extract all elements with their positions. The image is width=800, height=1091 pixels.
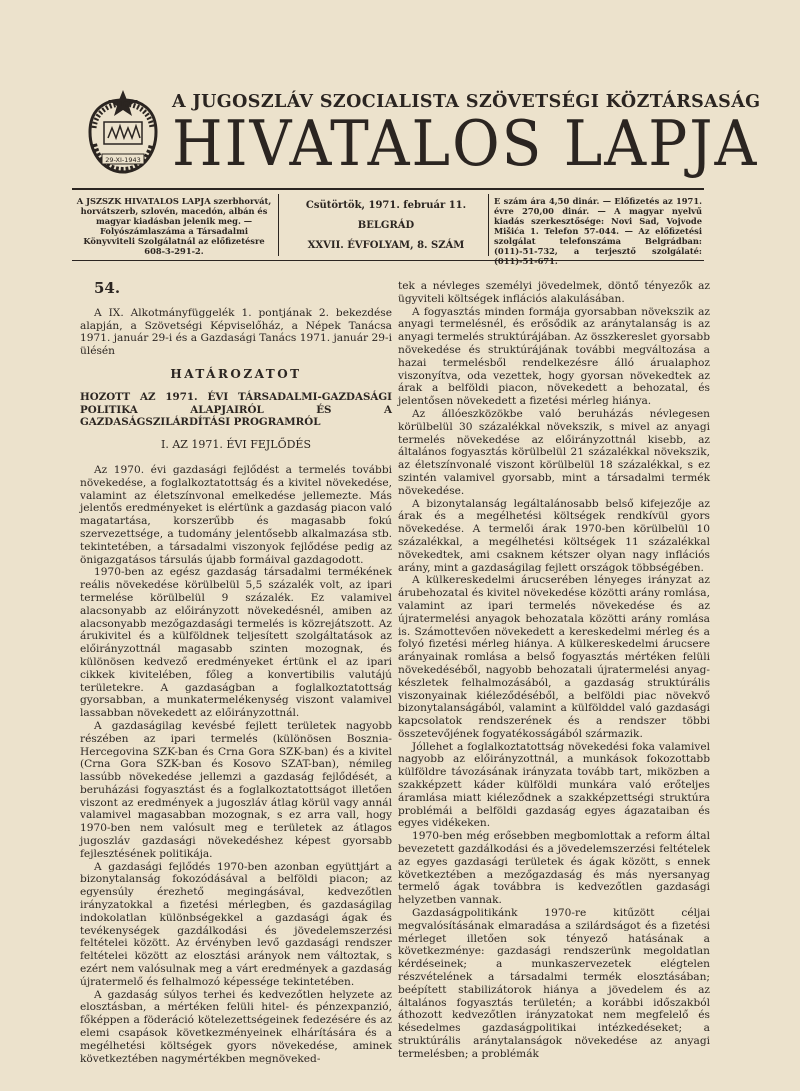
publication-info: A JSZSZK HIVATALOS LAPJA szerbhorvát, horvátszerb, szlovén, macedón, albán és magyar kiadásban jelenik meg. — Folyószámlaszáma a Társadalmi Könyvviteli Szolgálatnál az előfizetésre 608-3-291-2. [76, 196, 272, 256]
paragraph: Az állóeszközökbe való beruházás névlegesen körülbelül 30 százalékkal növekszik, s mivel az anyagi termelés növekedése az előirányzottnál kisebb, az általános fogyasztás körülbelül 21 százalékkal növekszik, az életszínvonalé viszont körülbelül 18 százalékkal, s ez szintén valamivel gyorsabb, mint a társadalmi termék növekedése. [398, 407, 710, 497]
emblem-dates: 29-XI-1943 [105, 156, 141, 164]
republic-name: A JUGOSZLÁV SZOCIALISTA SZÖVETSÉGI KÖZTÁRSASÁG [172, 92, 761, 112]
paragraph: 1970-ben még erősebben megbomlottak a reform által bevezetett gazdálkodási és a jövedelemszerzési feltételek az egyes gazdasági területek és ágak között, s ennek következtében a mezőgazdaság és más nyersanyag termelő ágak továbbra is kedvezőtlen gazdasági helyzetben vannak. [398, 830, 710, 907]
paragraph: A gazdaság súlyos terhei és kedvezőtlen helyzete az elosztásban, a mértéken felüli hitel- és pénzexpanzió, főképpen a föderáció kötelezettségeinek fedezésére és az elemi csapások következményeinek elhárítására és a megélhetési költségek gyors növekedése, aminek következtében nagymértékben megnöveked- [80, 988, 392, 1065]
paragraph: A gazdasági fejlődés 1970-ben azonban együttjárt a bizonytalanság fokozódásával a belföldi piacon; az egyensúly érezhető megingásával, kedvezőtlen irányzatokkal a fizetési mérlegben, és gazdaságilag indokolatlan különbségekkel a gazdasági ágak és tevékenységek gazdálkodási és jövedelemszerzési feltételei között. Az érvényben levő gazdasági rendszer feltételei között az elosztási arányok nem változtak, s ezért nem valósulnak meg a várt eredmények a gazdaság újratermelő és felhalmozó képessége tekintetében. [80, 860, 392, 988]
decision-title: HATÁROZATOT [170, 366, 302, 381]
paragraph: A fogyasztás minden formája gyorsabban növekszik az anyagi termelésnél, és erősődik az aránytalanság is az anyagi termelés struktúrájában. Az összkereslet gyorsabb növekedése és struktúrájának további megváltozása a hazai termelésből rendelkezésre álló árualaphoz viszonyítva, oda vezettek, hogy gyorsan növekedtek az árak a belföldi piacon, növekedett a behozatal, és jelentősen növekedett a fizetési mérleg hiánya. [398, 305, 710, 408]
subscription-info: E szám ára 4,50 dinár. — Előfizetés az 1971. évre 270,00 dinár. — A magyar nyelvű kiadás szerkesztősége: Novi Sad, Vojvode Mišića 1. Telefon 57-044. — Az előfizetési szolgálat telefonszáma Belgrádban: (011)-51-732, a terjesztő szolgálaté: (011)-51-671. [494, 196, 702, 266]
paragraph: Gazdaságpolitikánk 1970-re kitűzött céljai megvalósításának elmaradása a szilárdságot és a fizetési mérleget illetően sok tényező hatásának a következménye: gazdasági rendszerünk megoldatlan kérdéseinek; a munkaszervezetek elégtelen részvételének a társadalmi termék elosztásában; beépített stabilizátorok hiánya a jövedelem és az általános fogyasztás területén; a korábbi időszakból áthozott kedvezőtlen irányzatokat nem megfelelő és késedelmes gazdaságpolitikai intézkedéseket; a struktúrális aránytalanságok növekedése az anyagi termelésben; a problémák [398, 907, 710, 1060]
paragraph: A bizonytalanság legáltalánosabb belső kifejezője az árak és a megélhetési költségek rendkívül gyors növekedése. A termelői árak 1970-ben körülbelül 10 százalékkal, a megélhetési költségek 11 százalékkal növekedtek, ami csaknem kétszer olyan nagy inflációs arány, mint a gazdaságilag fejlett országok többségében. [398, 497, 710, 574]
paragraph: A gazdaságilag kevésbé fejlett területek nagyobb részében az ipari termelés (különösen Bosznia-Hercegovina SZK-ban és Crna Gora SZK-ban) és a kivitel (Crna Gora SZK-ban és Kosovo SZAT-ban), némileg lassúbb növekedése jellemzi a gazdaság fejlődését, a beruházási fogyasztást és a foglalkoztatottságot illetően viszont az eredmények a jugoszláv átlag körül vagy annál valamivel magasabban mozognak, s ez arra vall, hogy 1970-ben nem valósult meg e területek az átlagos jugoszláv gazdasági növekedéshez képest gyorsabb fejlesztésének politikája. [80, 719, 392, 860]
paragraph: tek a névleges személyi jövedelmek, döntő tényezők az ügyviteli költségek inflációs alakulásában. [398, 280, 710, 305]
divider [488, 194, 489, 256]
paragraph: Az 1970. évi gazdasági fejlődést a termelés további növekedése, a foglalkoztatottság és a kivitel növekedése, valamint az életszínvonal emelkedése jellemezte. Más jelentős eredményeket is elértünk a gazdaság piacon való magatartása, korszerűbb és magasabb fokú szervezettsége, a tudomány jelentősebb alkalmazása stb. tekintetében, a társadalmi viszonyok fejlődése pedig az önigazgatásos társulás újabb formáival gazdagodott. [80, 463, 392, 566]
issue-city: BELGRÁD [357, 220, 415, 231]
article-number: 54. [94, 279, 121, 297]
paragraph: 1970-ben az egész gazdaság társadalmi termékének reális növekedése körülbelül 5,5 százalék volt, az ipari termelése körülbelül 9 százalék. Ez valamivel alacsonyabb az előirányzott növekedésnél, amiben az alacsonyabb mezőgazdasági termelés is közrejátszott. Az árukivitel és a külföldnek teljesített szolgáltatások az előirányzottnál magasabb szinten mozognak, és különösen kedvező eredményeket értünk el az ipari cikkek kivitelében, főleg a konvertibilis valutájú területekre. A gazdaságban a foglalkoztatottság gyorsabban, a munkatermelékenység viszont valamivel lassabban növekedett az előirányzottnál. [80, 566, 392, 720]
gazette-title: HIVATALOS LAPJA [172, 106, 759, 181]
paragraph: Jóllehet a foglalkoztatottság növekedési foka valamivel nagyobb az előirányzottnál, a munkások fokozottabb külföldre távozásának irányzata tovább tart, miközben a szakképzett káder külföldi munkára való erőteljes áramlása miatt kiéleződnek a szakképzettségi struktúra problémái a belföldi gazdaság egyes ágazataiban és egyes vidékeken. [398, 740, 710, 830]
issue-date: Csütörtök, 1971. február 11. [305, 200, 467, 211]
left-column [80, 279, 392, 1065]
issue-info [286, 196, 486, 256]
right-column [398, 280, 710, 1061]
issue-volume: XXVII. ÉVFOLYAM, 8. SZÁM [307, 240, 465, 251]
article-preamble: A IX. Alkotmányfüggelék 1. pontjának 2. bekezdése alapján, a Szövetségi Képviselőház, a Népek Tanácsa 1971. január 29-i és a Gazdasági Tanács 1971. január 29-i ülésén [80, 306, 392, 358]
info-band [72, 188, 704, 266]
article-heading: HOZOTT AZ 1971. ÉVI TÁRSADALMI-GAZDASÁGI POLITIKA ALAPJAIRÓL ÉS A GAZDASÁGSZILÁRDÍTÁSI PROGRAMRÓL [80, 390, 392, 429]
paragraph: A külkereskedelmi árucserében lényeges irányzat az árubehozatal és kivitel növekedése közötti arány romlása, valamint az ipari termelés növekedése és az újratermelési anyagok behozatala közötti arány romlása is. Számottevően növekedett a kereskedelmi mérleg és a folyó fizetési mérleg hiánya. A külkereskedelmi árucsere arányainak romlása a belső fogyasztás mértéken felüli növekedéséből, nagyobb behozatali újratermelési anyag-készletek felhalmozásából, a gazdaság struktúrális viszonyainak kiéleződéséből, a belföldi piac növekvő bizonytalanságából, valamint a külfölddel való gazdasági kapcsolatok rendszerének és a rendszer többi összetevőjének fogyatékosságából származik. [398, 574, 710, 740]
section-heading: I. AZ 1971. ÉVI FEJLŐDÉS [160, 438, 311, 452]
yugoslav-coat-of-arms-icon [80, 84, 166, 178]
divider [278, 194, 279, 256]
